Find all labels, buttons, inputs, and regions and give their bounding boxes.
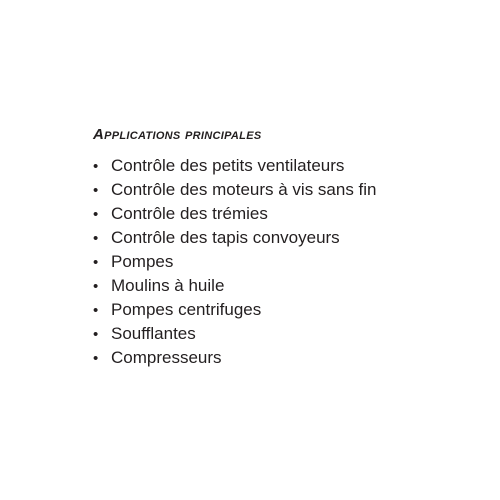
list-item-text: Moulins à huile bbox=[111, 276, 225, 295]
list-item-text: Contrôle des moteurs à vis sans fin bbox=[111, 180, 377, 199]
list-item bbox=[93, 154, 493, 178]
list-item bbox=[93, 178, 493, 202]
list-item bbox=[93, 322, 493, 346]
list-item-text: Contrôle des trémies bbox=[111, 204, 268, 223]
list-item-text: Contrôle des petits ventilateurs bbox=[111, 156, 345, 175]
applications-section bbox=[93, 124, 493, 370]
bullet-icon: • bbox=[93, 278, 99, 295]
list-item bbox=[93, 298, 493, 322]
bullet-icon: • bbox=[93, 350, 99, 367]
bullet-icon: • bbox=[93, 206, 99, 223]
list-item-text: Compresseurs bbox=[111, 348, 222, 367]
section-heading: Applications principales bbox=[93, 126, 262, 143]
list-item-text: Pompes centrifuges bbox=[111, 300, 262, 319]
applications-list bbox=[93, 154, 493, 370]
bullet-icon: • bbox=[93, 158, 99, 175]
list-item bbox=[93, 250, 493, 274]
list-item bbox=[93, 226, 493, 250]
bullet-icon: • bbox=[93, 230, 99, 247]
bullet-icon: • bbox=[93, 182, 99, 199]
bullet-icon: • bbox=[93, 326, 99, 343]
bullet-icon: • bbox=[93, 254, 99, 271]
bullet-icon: • bbox=[93, 302, 99, 319]
list-item-text: Pompes bbox=[111, 252, 174, 271]
list-item bbox=[93, 346, 493, 370]
list-item bbox=[93, 202, 493, 226]
list-item-text: Soufflantes bbox=[111, 324, 196, 343]
list-item bbox=[93, 274, 493, 298]
list-item-text: Contrôle des tapis convoyeurs bbox=[111, 228, 340, 247]
